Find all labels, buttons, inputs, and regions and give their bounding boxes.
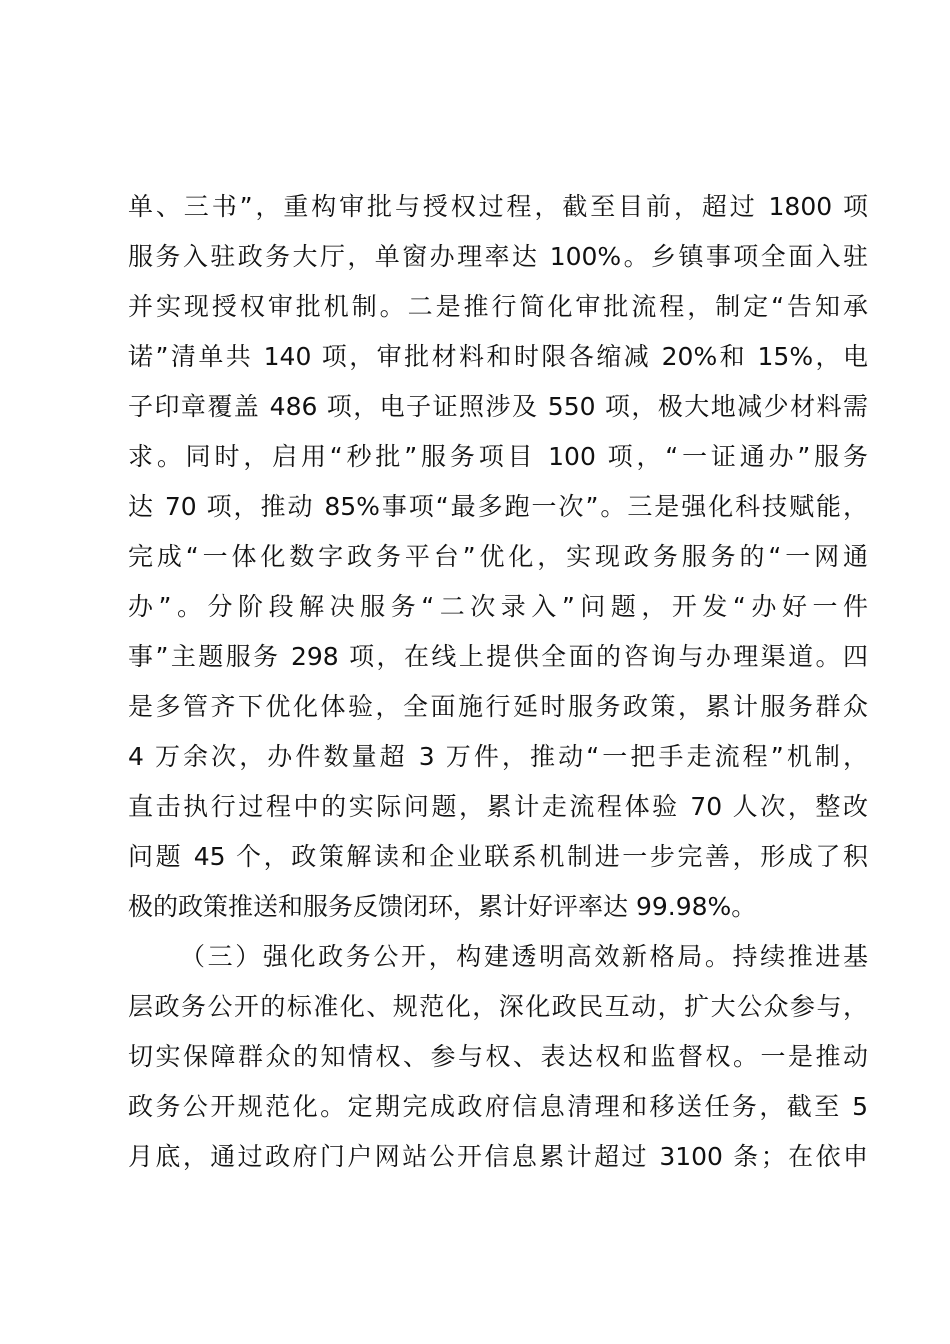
text-line [128, 482, 868, 532]
line-text: 直击执行过程中的实际问题，累计走流程体验 70 人次，整改 [128, 792, 868, 821]
line-text: 子印章覆盖 486 项，电子证照涉及 550 项，极大地减少材料需 [128, 392, 868, 421]
text-line [128, 882, 868, 932]
line-text: 层政务公开的标准化、规范化，深化政民互动，扩大公众参与， [128, 992, 868, 1021]
line-text: 月底，通过政府门户网站公开信息累计超过 3100 条；在依申 [128, 1142, 868, 1171]
text-line [128, 832, 868, 882]
text-line [128, 682, 868, 732]
text-line [128, 432, 868, 482]
line-text: 政务公开规范化。定期完成政府信息清理和移送任务，截至 5 [128, 1092, 868, 1121]
line-text: 切实保障群众的知情权、参与权、表达权和监督权。一是推动 [128, 1042, 868, 1071]
line-text: 完成“一体化数字政务平台”优化，实现政务服务的“一网通 [128, 542, 868, 571]
text-line [128, 282, 868, 332]
text-line [128, 332, 868, 382]
line-text: 是多管齐下优化体验，全面施行延时服务政策，累计服务群众 [128, 692, 868, 721]
line-text: 诺”清单共 140 项，审批材料和时限各缩减 20%和 15%，电 [128, 342, 868, 371]
text-line [128, 782, 868, 832]
line-text: 极的政策推送和服务反馈闭环，累计好评率达 99.98%。 [128, 892, 757, 921]
line-text: 并实现授权审批机制。二是推行简化审批流程，制定“告知承 [128, 292, 868, 321]
line-text: 事”主题服务 298 项，在线上提供全面的咨询与办理渠道。四 [128, 642, 868, 671]
text-line [128, 1132, 868, 1182]
text-line [128, 182, 868, 232]
line-text: 问题 45 个，政策解读和企业联系机制进一步完善，形成了积 [128, 842, 868, 871]
text-line [128, 1082, 868, 1132]
line-text: 办”。分阶段解决服务“二次录入”问题，开发“办好一件 [128, 592, 868, 621]
text-line [128, 532, 868, 582]
line-text: 4 万余次，办件数量超 3 万件，推动“一把手走流程”机制， [128, 742, 868, 771]
text-line [128, 982, 868, 1032]
text-line [128, 232, 868, 282]
text-line [128, 582, 868, 632]
line-text: 服务入驻政务大厅，单窗办理率达 100%。乡镇事项全面入驻 [128, 242, 868, 271]
text-line [128, 732, 868, 782]
text-line [128, 632, 868, 682]
text-line [128, 382, 868, 432]
line-text: （三）强化政务公开，构建透明高效新格局。持续推进基 [180, 942, 868, 971]
line-text: 求。同时，启用“秒批”服务项目 100 项，“一证通办”服务 [128, 442, 868, 471]
section-heading-line [128, 932, 868, 982]
text-line [128, 1032, 868, 1082]
line-text: 单、三书”，重构审批与授权过程，截至目前，超过 1800 项 [128, 192, 868, 221]
body-text [128, 182, 868, 1182]
line-text: 达 70 项，推动 85%事项“最多跑一次”。三是强化科技赋能， [128, 492, 868, 521]
